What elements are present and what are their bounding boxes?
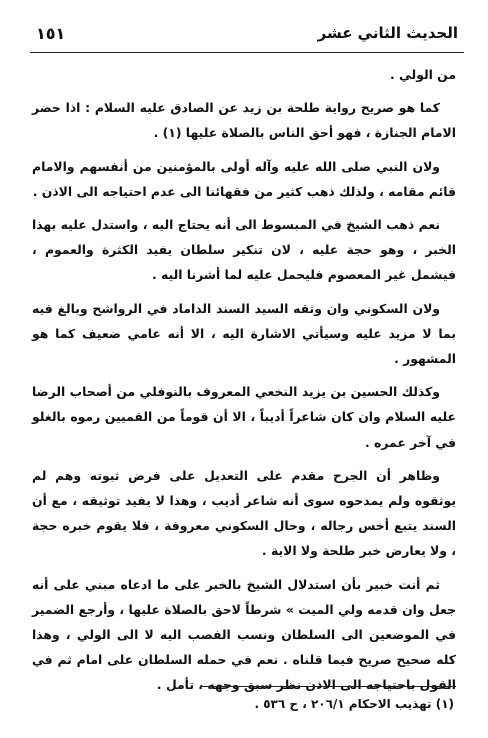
body-text (32, 62, 456, 706)
paragraph: ولان النبي صلى الله عليه وآله أولى بالمؤمنين من أنفسهم والامام قائم مقامه ، ولذلك ذهب كثير من فقهائنا الى عدم احتياجه الى الاذن . (32, 158, 456, 199)
paragraph: ثم أنت خبير بأن استدلال الشيخ بالخبر على ما ادعاه مبني على أنه جعل وان قدمه ولي الميت » شرطاً لاحق بالصلاة عليها ، وأرجع الضمير في الموضعين الى السلطان ونسب الفصب اليه لا الى الولي ، وهذا كله صحيح صريح فيما قلناه . نعم في حمله السلطان على امام ثم في القول باحتياجه الى الاذن نظر سبق وجهه ، تأمل . (32, 576, 456, 693)
footnote-divider (200, 686, 456, 687)
paragraph: ولان السكوني وان وثقه السيد السند الداماد في الرواشح وبالغ فيه بما لا مزيد عليه وسيأتي الاشارة اليه ، الا أنه عامي ضعيف كما هو المشهور . (32, 300, 456, 367)
header-divider (30, 52, 464, 53)
page-number: ١٥١ (36, 23, 66, 43)
paragraph: وكذلك الحسين بن يزيد النخعي المعروف بالنوفلي من أصحاب الرضا عليه السلام وان كان شاعراً أديباً ، الا أن قوماً من القميين رموه بالغلو في آخر عمره . (32, 384, 456, 450)
paragraph: من الولي . (389, 67, 456, 82)
paragraph: وظاهر أن الجرح مقدم على التعديل على فرض ثبوته وهم لم يوثقوه ولم يمدحوه سوى أنه شاعر أديب ، وهذا لا يفيد توثيقه ، مع أن السند يتبع أخس رجاله ، وحال السكوني معروفة ، فلا يقوم خبره حجة ، ولا يعارض خبر طلحة ولا الاية . (32, 467, 456, 559)
footnote: (١) تهذيب الاحكام ٢٠٦/١ ، ح ٥٣٦ . (254, 697, 454, 711)
running-header (36, 18, 458, 48)
paragraph: نعم ذهب الشيخ في المبسوط الى أنه يحتاج اليه ، واستدل عليه بهذا الخبر ، وهو حجة عليه ، لان تنكير سلطان يفيد الكثرة والعموم ، فيشمل غير المعصوم فليحمل عليه لما أشرنا اليه . (32, 217, 456, 283)
paragraph: كما هو صريح رواية طلحة بن زيد عن الصادق عليه السلام : اذا حضر الامام الجنازة ، فهو أحق الناس بالصلاة عليها (١) . (32, 100, 456, 141)
chapter-title: الحديث الثاني عشر (317, 24, 458, 42)
